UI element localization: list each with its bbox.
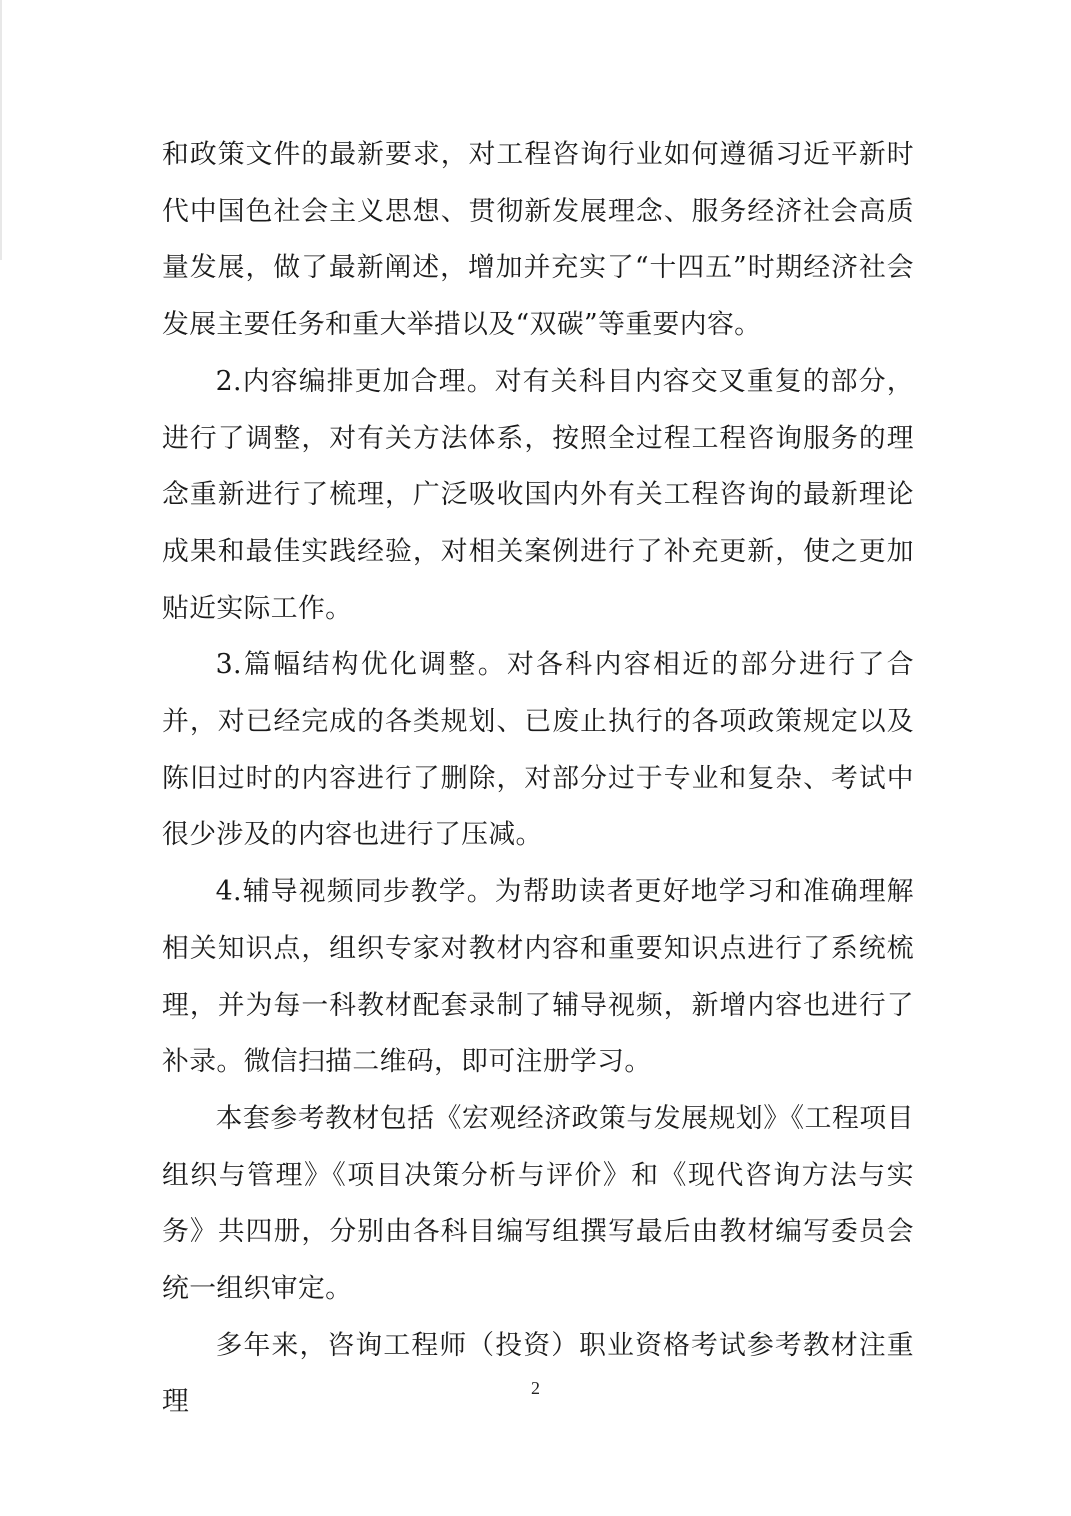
- paragraph-continuation: 和政策文件的最新要求，对工程咨询行业如何遵循习近平新时代中国色社会主义思想、贯彻新发展理念、服务经济社会高质量发展，做了最新阐述，增加并充实了“十四五”时期经济社会发展主要任务和重大举措以及“双碳”等重要内容。: [162, 139, 914, 341]
- body-text: [162, 127, 914, 1431]
- paragraph-closing: 多年来，咨询工程师（投资）职业资格考试参考教材注重理: [162, 1329, 914, 1418]
- paragraph-item-3: 3.篇幅结构优化调整。对各科内容相近的部分进行了合并，对已经完成的各类规划、已废止执行的各项政策规定以及陈旧过时的内容进行了删除，对部分过于专业和复杂、考试中很少涉及的内容也进行了压减。: [162, 649, 914, 851]
- page-number: 2: [531, 1378, 540, 1398]
- page-edge-shadow: [0, 0, 2, 260]
- paragraph-item-2: 2.内容编排更加合理。对有关科目内容交叉重复的部分，进行了调整，对有关方法体系，按照全过程工程咨询服务的理念重新进行了梳理，广泛吸收国内外有关工程咨询的最新理论成果和最佳实践经验，对相关案例进行了补充更新，使之更加贴近实际工作。: [162, 365, 914, 624]
- paragraph-item-4: 4.辅导视频同步教学。为帮助读者更好地学习和准确理解相关知识点，组织专家对教材内容和重要知识点进行了系统梳理，并为每一科教材配套录制了辅导视频，新增内容也进行了补录。微信扫描二维码，即可注册学习。: [162, 876, 914, 1078]
- paragraph-textbook-set: 本套参考教材包括《宏观经济政策与发展规划》《工程项目组织与管理》《项目决策分析与评价》和《现代咨询方法与实务》共四册，分别由各科目编写组撰写最后由教材编写委员会统一组织审定。: [162, 1102, 914, 1305]
